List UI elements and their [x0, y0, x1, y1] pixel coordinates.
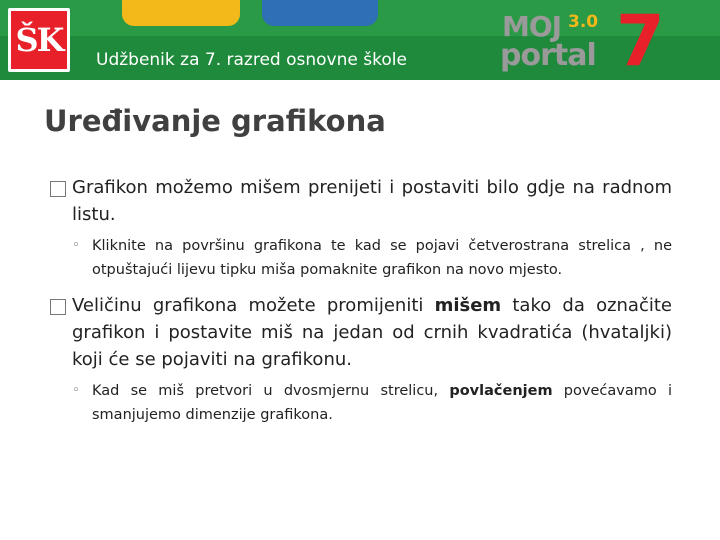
- banner-subtitle: Udžbenik za 7. razred osnovne škole: [96, 50, 407, 70]
- sub-bullet-2-1-text-end: povećavamo i smanjujemo dimenzije grafikona.: [92, 383, 672, 423]
- brand-grade: 7: [616, 0, 665, 80]
- sub-bullet-circle-icon: ◦: [72, 383, 80, 398]
- brand-line1: MOJ: [502, 10, 562, 43]
- brand-version: 3.0: [568, 12, 599, 32]
- sub-bullet-2-1: [72, 379, 672, 427]
- sub-bullet-1-1-text: Kliknite na površinu grafikona te kad se pojavi četverostrana strelica , ne otpuštajući lijevu tipku miša pomaknite grafikon na novo mjesto.: [92, 238, 672, 278]
- bullet-2-text-start: Veličinu grafikona možete promijeniti: [72, 295, 435, 316]
- sub-bullet-circle-icon: ◦: [72, 238, 80, 253]
- bullet-square-icon: [50, 299, 66, 315]
- bullet-2-text-end: tako da označite grafikon i postavite miš na jedan od crnih kvadratića (hvataljki) koji će se pojaviti na grafikonu.: [72, 295, 672, 370]
- bullet-2: [50, 292, 672, 373]
- sub-bullet-1-1: [72, 234, 672, 282]
- slide-content: [50, 174, 672, 427]
- yellow-tab: [122, 0, 240, 26]
- publisher-logo: [8, 8, 70, 72]
- sub-bullet-2-1-text-bold: povlačenjem: [449, 383, 553, 399]
- header-banner: [0, 0, 720, 80]
- bullet-1-text: Grafikon možemo mišem prenijeti i postaviti bilo gdje na radnom listu.: [72, 177, 672, 225]
- bullet-square-icon: [50, 181, 66, 197]
- sub-bullet-2-1-text-start: Kad se miš pretvori u dvosmjernu strelicu,: [92, 383, 450, 399]
- slide-title: Uređivanje grafikona: [44, 104, 386, 138]
- brand-line2: portal: [500, 38, 596, 73]
- brand-logo: [498, 0, 708, 80]
- bullet-1: [50, 174, 672, 228]
- bullet-2-text-bold: mišem: [434, 295, 502, 316]
- logo-text: ŠK: [15, 21, 63, 59]
- blue-tab: [262, 0, 378, 26]
